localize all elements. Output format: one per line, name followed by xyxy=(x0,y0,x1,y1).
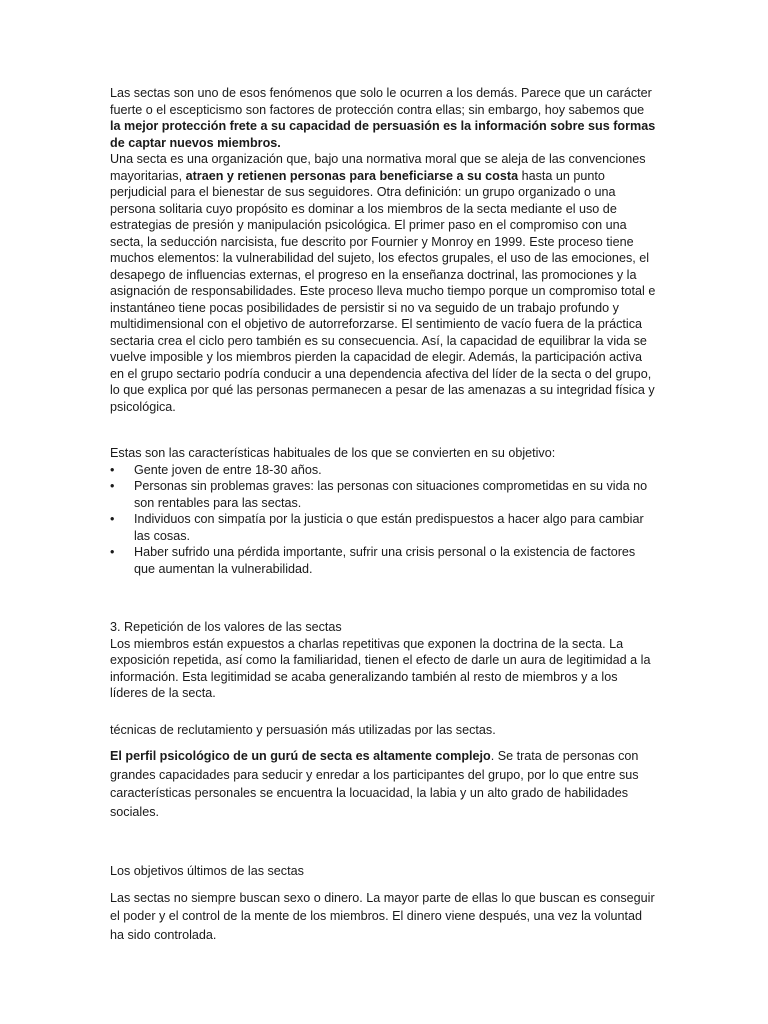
intro-p2-text-a: Una secta es una organización que, bajo una normativa moral que se aleja de las convenciones mayoritarias, xyxy=(110,152,646,183)
intro-p1-text: Las sectas son uno de esos fenómenos que solo le ocurren a los demás. Parece que un carácter fuerte o el escepticismo son factores de protección contra ellas; sin embargo, hoy sabemos que xyxy=(110,86,652,117)
spacer xyxy=(110,738,656,747)
list-item xyxy=(110,462,656,479)
guru-paragraph xyxy=(110,747,656,821)
document-body xyxy=(110,85,656,944)
bullet-icon: • xyxy=(110,512,115,526)
bullet-icon: • xyxy=(110,479,115,493)
objectives-body: Las sectas no siempre buscan sexo o dinero. La mayor parte de ellas lo que buscan es conseguir el poder y el control de la mente de los miembros. El dinero viene después, una vez la voluntad ha sido controlada. xyxy=(110,890,655,942)
spacer xyxy=(110,821,656,863)
techniques-line: técnicas de reclutamiento y persuasión más utilizadas por las sectas. xyxy=(110,722,496,737)
repetition-body: Los miembros están expuestos a charlas repetitivas que exponen la doctrina de la secta. La exposición repetida, así como la familiaridad, tienen el efecto de darle un aura de legitimidad a la información. Esta legitimidad se acaba generalizando también al resto de miembros y a los líderes de la secta. xyxy=(110,636,651,700)
intro-p2-text-b: hasta un punto perjudicial para el bienestar de sus seguidores. Otra definición: un grupo organizado o una persona solitaria cuyo propósito es dominar a los miembros de la secta mediante el uso de estrategias de presión y manipulación psicológica. El primer paso en el compromiso con una secta, la seducción narcisista, fue descrito por Fournier y Monroy en 1999. Este proceso tiene muchos elementos: la vulnerabilidad del sujeto, los efectos grupales, el uso de las emociones, el desapego de influencias externas, el progreso en la enseñanza doctrinal, las promociones y la asignación de responsabilidades. Este proceso lleva mucho tiempo porque un compromiso total e instantáneo tiene pocas posibilidades de persistir si no va seguido de un trabajo profundo y multidimensional con el objetivo de autorreforzarse. El sentimiento de vacío fuera de la práctica sectaria crea el ciclo pero también es su consecuencia. Así, la capacidad de equilibrar la vida se vuelve imposible y los miembros pierden la capacidad de elegir. Además, la participación activa en el grupo sectario podría conducir a una dependencia afectiva del líder de la secta o del grupo, lo que explica por qué las personas permanecen a pesar de las amenazas a su integridad física y psicológica. xyxy=(110,168,656,414)
spacer xyxy=(110,702,656,722)
intro-p1-bold: la mejor protección frete a su capacidad de persuasión es la información sobre sus formas de captar nuevos miembros xyxy=(110,119,656,150)
targets-lead: Estas son las características habituales de los que se convierten en su objetivo: xyxy=(110,446,556,460)
guru-bold: El perfil psicológico de un gurú de secta es altamente complejo xyxy=(110,749,491,763)
targets-list xyxy=(110,462,656,578)
bullet-icon: • xyxy=(110,462,115,477)
repetition-heading: 3. Repetición de los valores de las sectas xyxy=(110,620,342,634)
spacer xyxy=(110,415,656,445)
guru-text: . Se trata de personas con grandes capacidades para seducir y enredar a los participantes del grupo, por lo que entre sus características personales se encuentra la locuacidad, la labia y un alto grado de habilidades sociales. xyxy=(110,749,639,819)
list-item-text: Individuos con simpatía por la justicia o que están predispuestos a hacer algo para cambiar las cosas. xyxy=(134,512,644,543)
intro-paragraph-1 xyxy=(110,85,656,151)
spacer xyxy=(110,880,656,889)
objectives-heading: Los objetivos últimos de las sectas xyxy=(110,864,304,878)
intro-paragraph-2 xyxy=(110,151,656,415)
list-item-text: Gente joven de entre 18-30 años. xyxy=(134,462,322,477)
intro-p1-end: . xyxy=(277,135,281,150)
bullet-icon: • xyxy=(110,545,115,559)
list-item xyxy=(110,511,656,544)
list-item xyxy=(110,478,656,511)
list-item-text: Personas sin problemas graves: las personas con situaciones comprometidas en su vida no son rentables para las sectas. xyxy=(134,479,648,510)
list-item-text: Haber sufrido una pérdida importante, sufrir una crisis personal o la existencia de factores que aumentan la vulnerabilidad. xyxy=(134,545,636,576)
spacer xyxy=(110,577,656,619)
list-item xyxy=(110,544,656,577)
intro-p2-bold: atraen y retienen personas para beneficiarse a su costa xyxy=(185,168,519,183)
